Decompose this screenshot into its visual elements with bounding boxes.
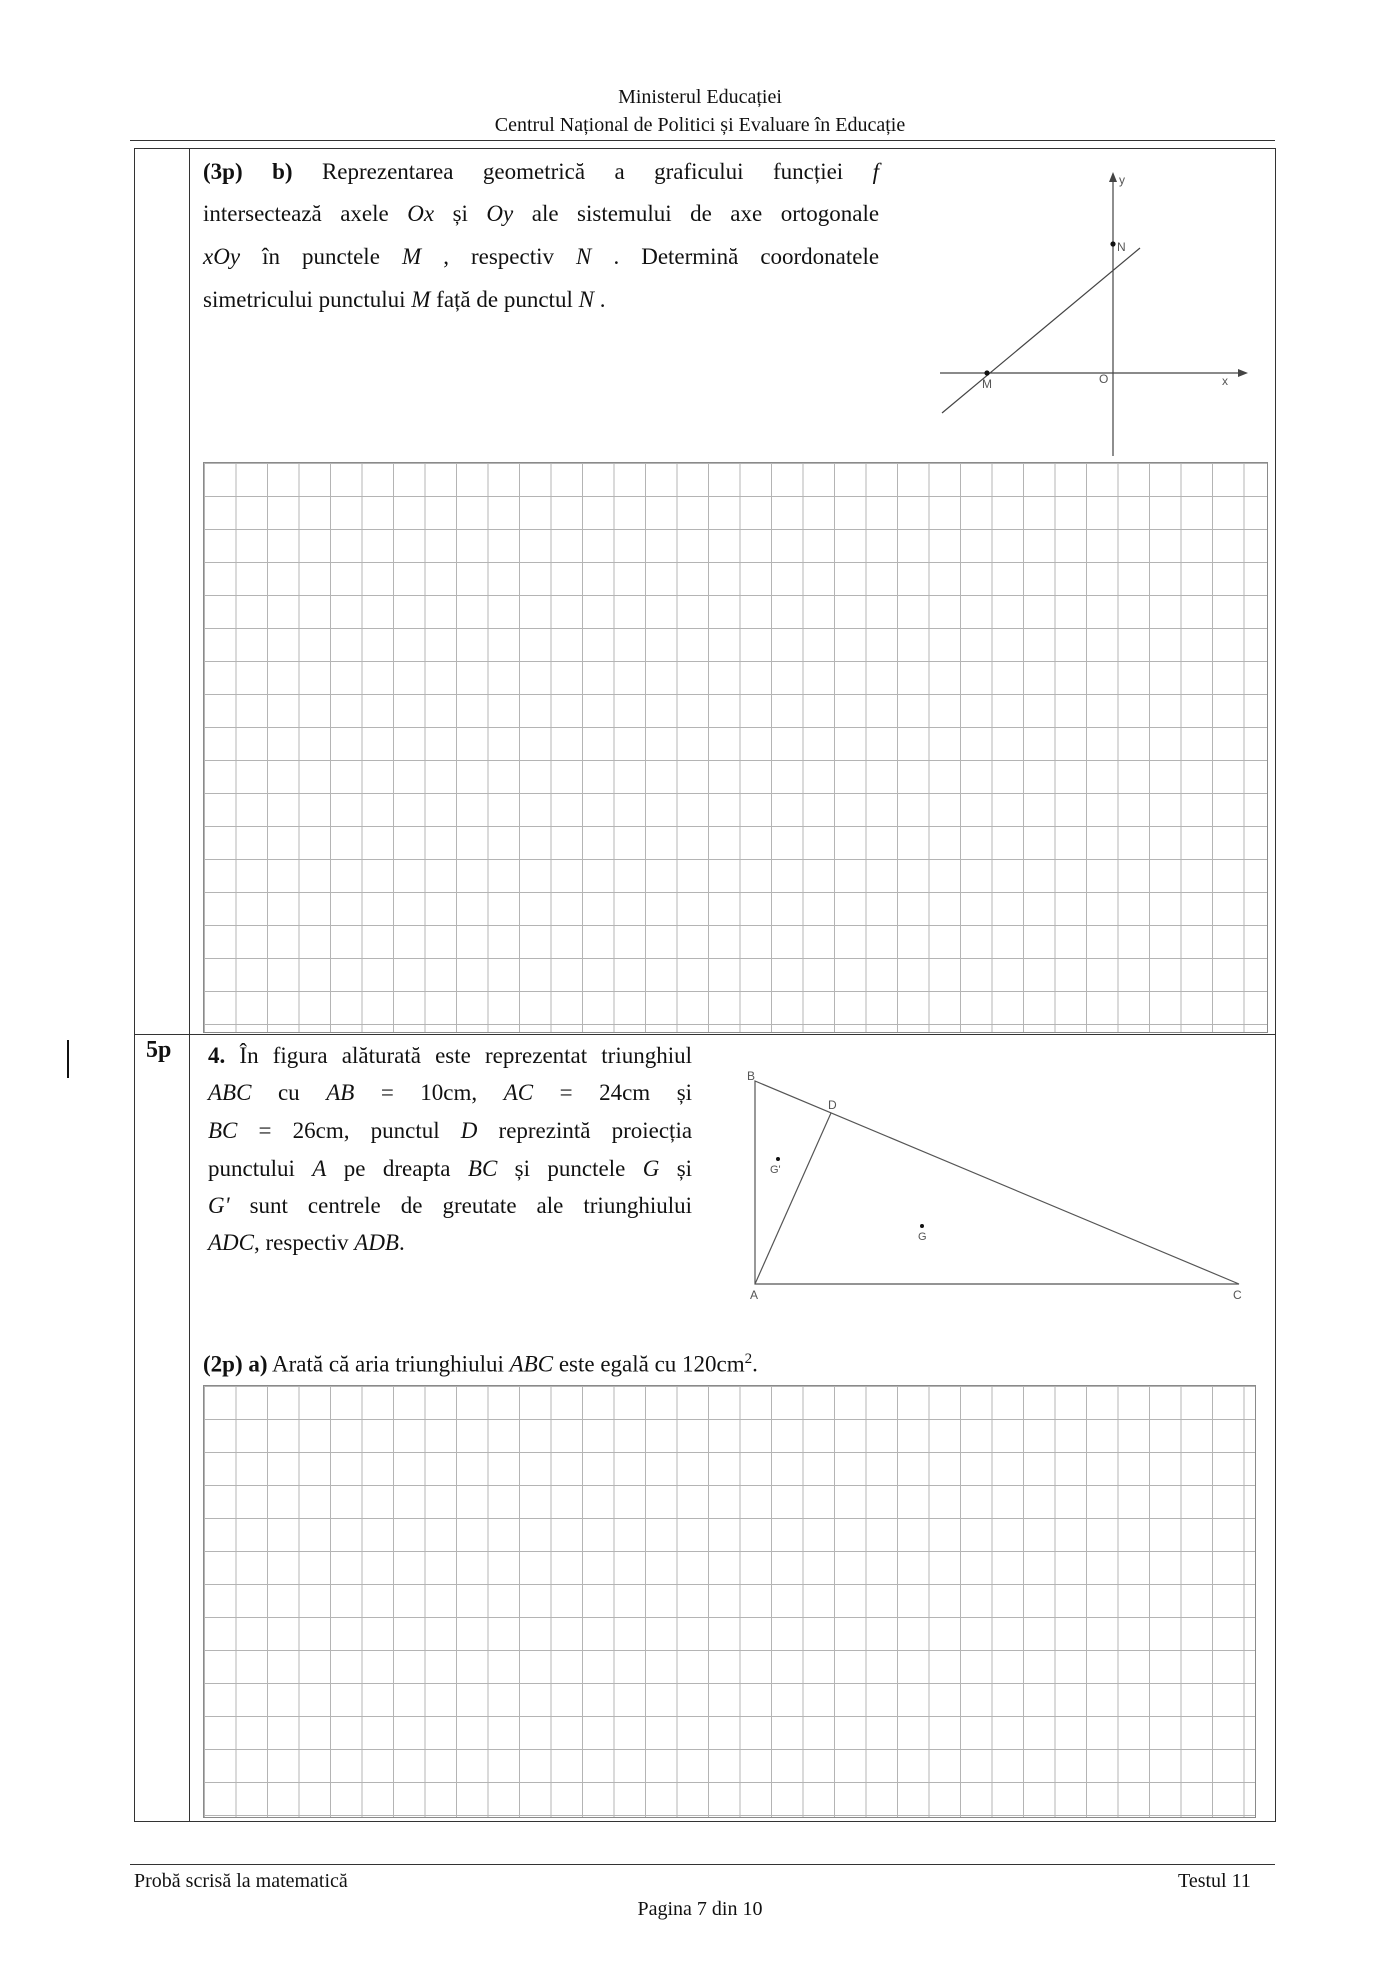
problem-4-line-1 [208,1036,692,1076]
problem-4-points: 5p [146,1037,172,1063]
table-column-divider [189,148,190,1822]
answer-grid-part-b[interactable] [203,462,1268,1033]
triangle-adc: ADC [208,1230,254,1255]
part-b-text-7: simetricului punctului [203,287,406,312]
point-g-marker [920,1224,924,1228]
part-b-text-1: Reprezentarea geometrică a graficului funcției [321,159,844,184]
part-b-text-5: , respectiv [443,244,554,269]
part-a-text-2: este egală cu [558,1351,677,1377]
line-bc: BC [467,1156,498,1181]
part-a-points: (2p) [203,1351,243,1377]
footer-left: Probă scrisă la matematică [134,1870,348,1892]
footer-right: Testul 11 [1178,1870,1251,1892]
problem-4-number: 4. [208,1043,226,1068]
problem-4-line-6 [208,1223,405,1263]
footer-rule [130,1864,1275,1865]
label-a: A [750,1288,759,1302]
problem-4-cu: cu [277,1080,300,1105]
header-ministry: Ministerul Educației [618,86,782,108]
triangle-adb: ADB [354,1230,399,1255]
x-axis-arrow [1238,369,1248,377]
part-b-text-4: în punctele [262,244,380,269]
axis-ox: Ox [407,201,435,226]
axis-oy: Oy [486,201,514,226]
part-b-letter: b) [272,159,293,184]
problem-4-line-2 [208,1073,692,1113]
problem-4-text-2: punctul [370,1118,440,1143]
point-g-prime-marker [776,1157,780,1161]
problem-4-line-4 [208,1149,692,1189]
part-b-and: și [452,201,468,226]
value-ab: = 10cm, [380,1080,478,1105]
footer-page: Pagina 7 din 10 [637,1898,763,1920]
height-ad [755,1113,831,1284]
point-g-prime: G' [208,1193,230,1218]
point-m: M [401,244,422,269]
problem-4-text-6: și punctele [514,1156,626,1181]
point-n: N [576,244,592,269]
triangle-figure [740,1070,1260,1310]
point-m-marker [984,370,989,375]
problem-4-text-1: În figura alăturată este reprezentat triunghiul [239,1043,693,1068]
segment-bc: BC [208,1118,238,1143]
table-top-border [134,148,1275,149]
label-g: G [918,1231,927,1243]
system-xoy: xOy [203,244,241,269]
part-b-text-8: față de punctul [436,287,573,312]
part-a-line [203,1339,758,1385]
part-b-end: . [599,287,606,312]
margin-mark [67,1040,69,1078]
function-graph [930,168,1250,460]
problem-4-text-3: reprezintă proiecția [498,1118,693,1143]
problem-4-text-4: punctului [208,1156,295,1181]
point-a: A [312,1156,327,1181]
problem-4-text-7: sunt centrele de greutate ale triunghiului [249,1193,692,1218]
problem-4-text-8: , respectiv [254,1230,349,1255]
table-left-border [134,148,135,1822]
function-f: f [872,159,880,184]
point-n-marker [1110,241,1115,246]
label-c: C [1233,1288,1242,1302]
part-a-end: . [752,1351,758,1377]
part-b-points: (3p) [203,159,243,184]
part-a-letter: a) [248,1351,268,1377]
area-exponent: 2 [744,1351,753,1367]
header-rule [130,140,1275,141]
table-bottom-border [134,1821,1275,1822]
point-d: D [460,1118,478,1143]
header-center: Centrul Național de Politici și Evaluare în Educație [494,114,906,136]
segment-ac: AC [503,1080,534,1105]
part-b-text-3: ale sistemului de axe ortogonale [531,201,880,226]
problem-4-text-5: pe dreapta [343,1156,451,1181]
label-g-prime: G' [770,1164,781,1176]
part-a-text-1: Arată că aria triunghiului [272,1351,504,1377]
part-a-triangle: ABC [509,1351,554,1377]
segment-ab: AB [326,1080,355,1105]
part-b-line-2 [203,194,879,234]
point-m-2: M [411,287,431,312]
part-b-text-6: . Determină coordonatele [613,244,880,269]
part-b-line-1 [203,152,879,192]
point-n-2: N [578,287,594,312]
problem-4-and: și [676,1080,693,1105]
problem-4-and-2: și [676,1156,693,1181]
table-right-border [1275,148,1276,1822]
problem-4-line-5 [208,1186,692,1226]
part-b-text-2: intersectează axele [203,201,389,226]
table-row-divider [134,1034,1275,1035]
n-label: N [1117,240,1126,254]
area-value: 120 [682,1351,717,1377]
part-b-line-3 [203,237,879,277]
label-d: D [828,1098,837,1112]
m-label: M [982,377,992,391]
part-b-line-4 [203,280,605,320]
value-ac: = 24cm [559,1080,651,1105]
y-label: y [1119,173,1125,187]
area-unit: cm [716,1351,745,1377]
point-g: G [642,1156,660,1181]
value-bc: = 26cm, [258,1118,350,1143]
triangle-abc: ABC [208,1080,252,1105]
problem-4-line-3 [208,1111,692,1151]
o-label: O [1099,372,1109,386]
problem-4-end: . [398,1230,405,1255]
function-line [942,248,1140,413]
x-label: x [1222,374,1228,388]
y-axis-arrow [1109,172,1117,182]
label-b: B [747,1070,756,1083]
answer-grid-part-a[interactable] [203,1385,1256,1818]
